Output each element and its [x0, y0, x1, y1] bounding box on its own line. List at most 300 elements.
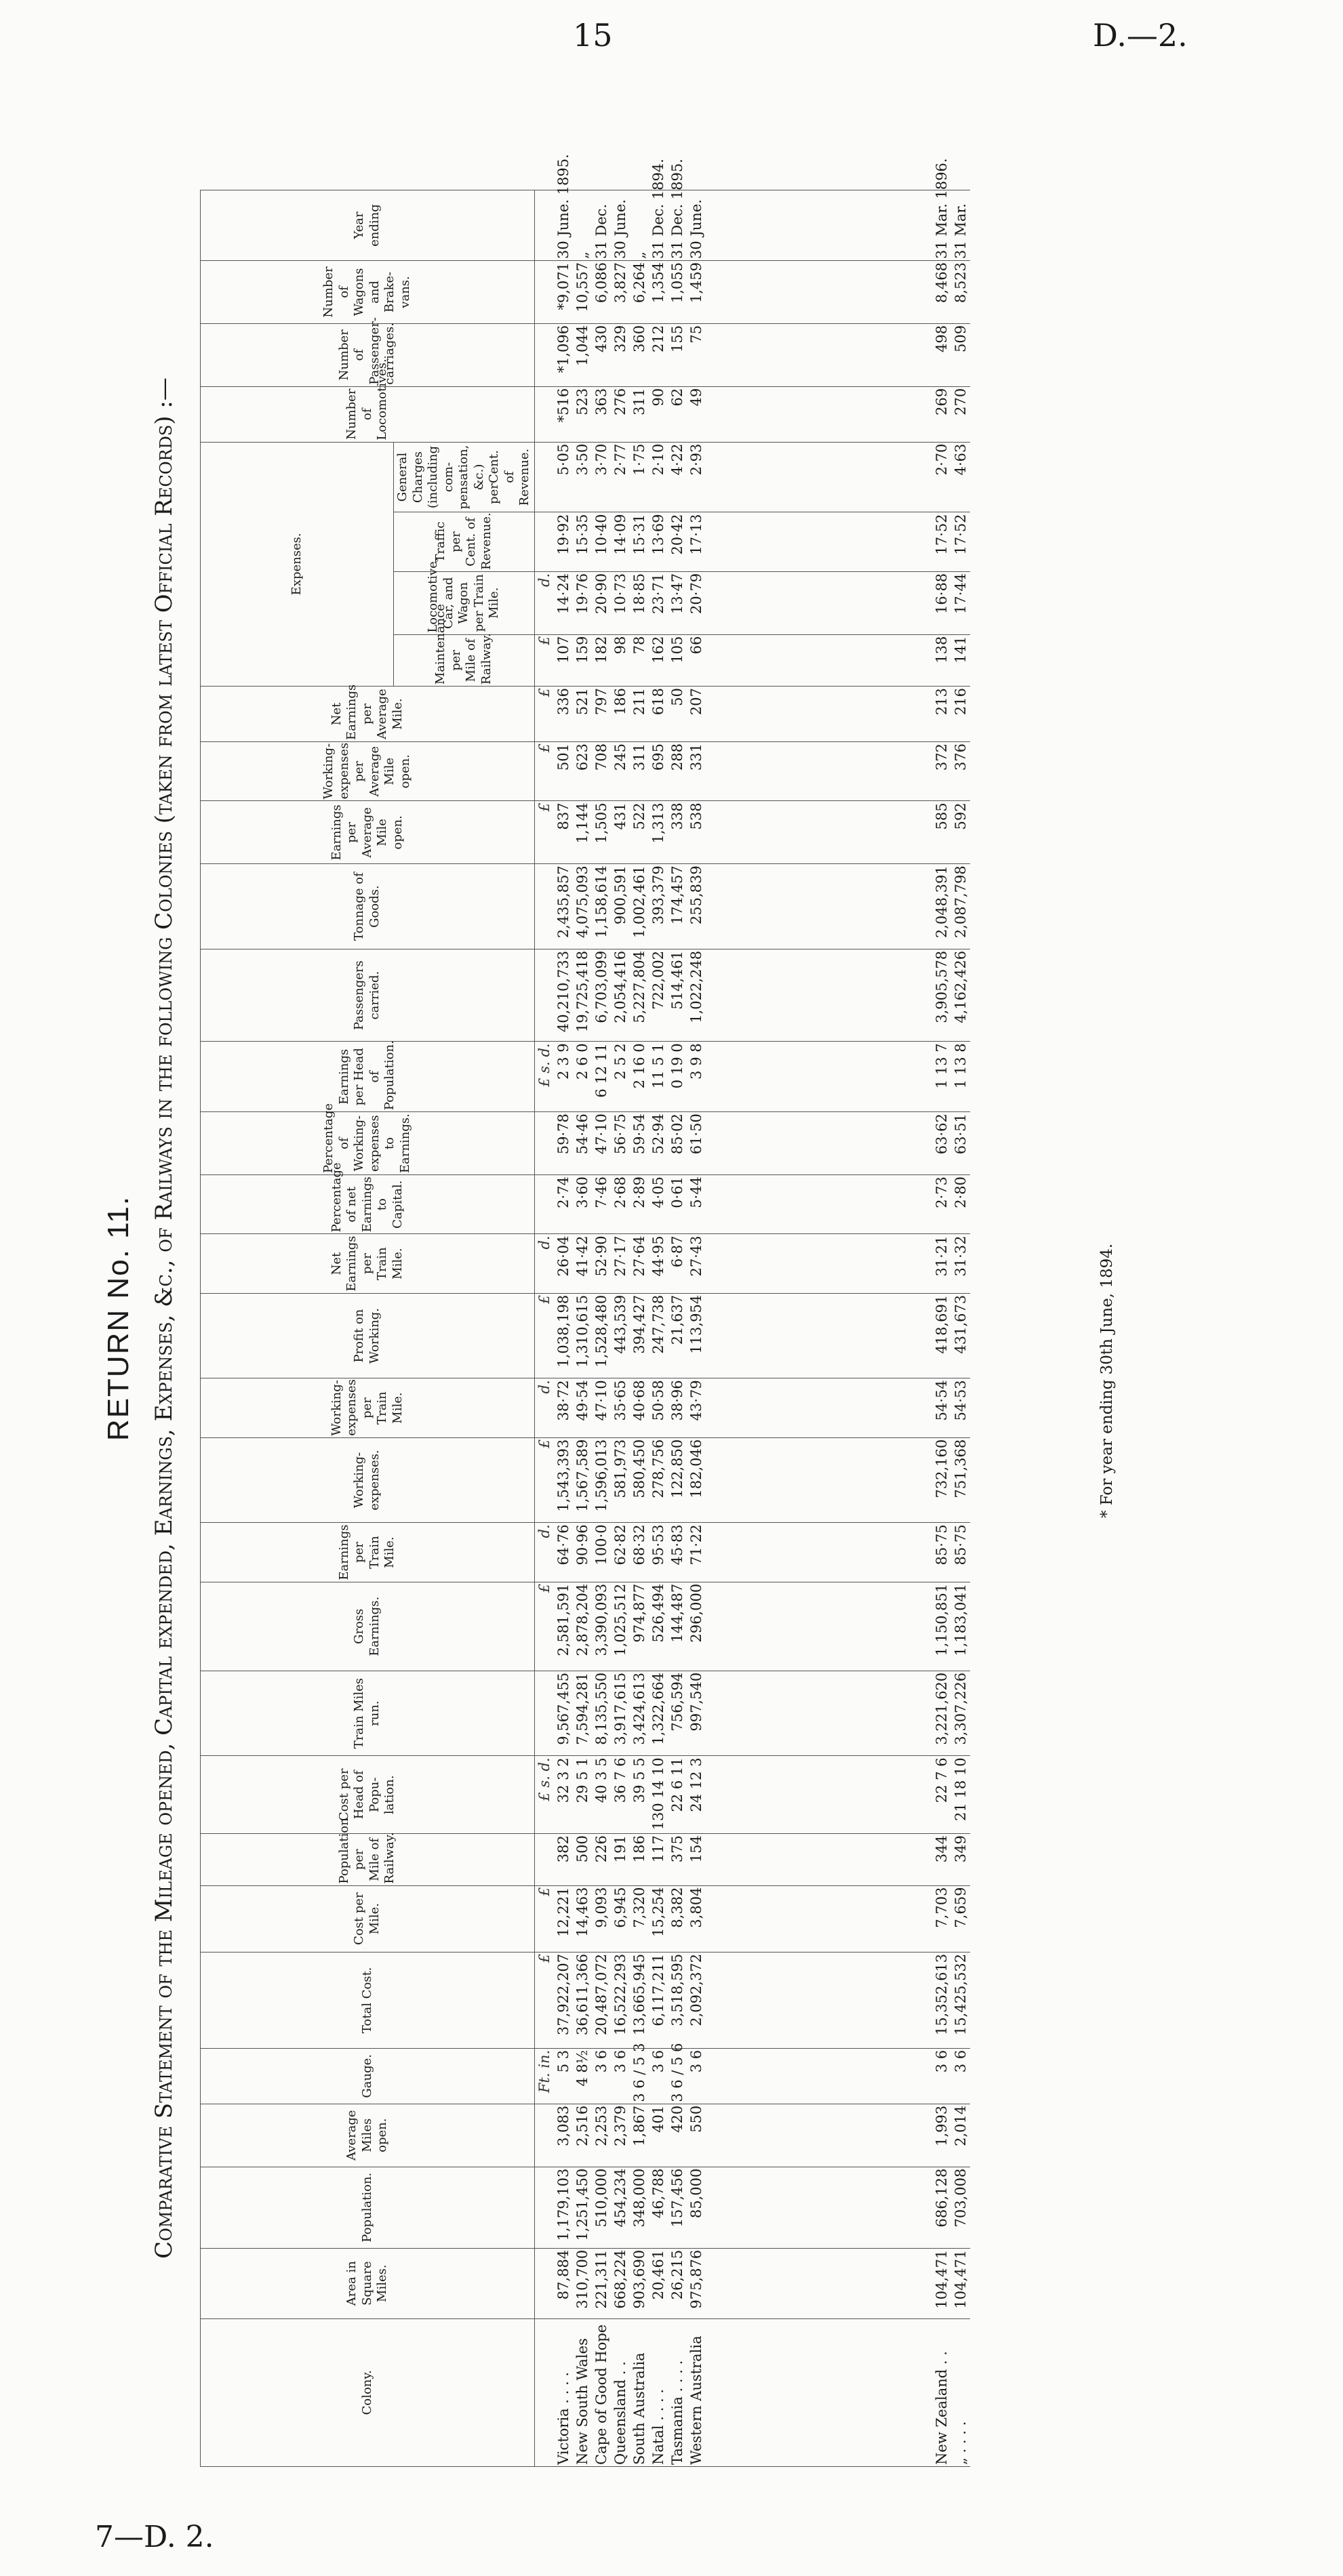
cell-area: 87,884: [554, 2248, 573, 2318]
header-locomotives: Number of Locomotives.: [201, 386, 535, 442]
cell-earnings-per-train-mile: 90·96: [573, 1523, 592, 1582]
cell-locomotives: 276: [611, 386, 630, 442]
spacer-cell: [706, 1175, 932, 1234]
cell-loco: 20·79: [687, 571, 706, 634]
cell-passenger-carriages: 430: [592, 323, 611, 386]
cell-pct-wexp-to-earnings: 63·51: [951, 1112, 970, 1175]
cell-cost-per-head: 22 6 11: [668, 1756, 687, 1834]
spacer-cell: [706, 1523, 932, 1582]
cell-pct-net-to-capital: 2·68: [611, 1175, 630, 1234]
cell-traffic: 17·52: [951, 512, 970, 571]
cell-passenger-carriages: 360: [630, 323, 649, 386]
cell-total-cost: 6,117,211: [649, 1952, 668, 2048]
unit-cell: [534, 261, 554, 324]
cell-profit: 394,427: [630, 1293, 649, 1378]
cell-loco: 14·24: [554, 571, 573, 634]
unit-cell: [534, 386, 554, 442]
unit-cell: £: [534, 801, 554, 864]
cell-net-per-mile: 186: [611, 687, 630, 742]
cell-wexp-per-train-mile: 38·96: [668, 1378, 687, 1437]
cell-pct-net-to-capital: 2·80: [951, 1175, 970, 1234]
cell-earnings-per-head: 2 5 2: [611, 1042, 630, 1112]
cell-pop-per-mile: 226: [592, 1834, 611, 1885]
unit-cell: [534, 2318, 554, 2466]
spacer-cell: [706, 2318, 932, 2466]
cell-locomotives: 270: [951, 386, 970, 442]
cell-loco: 17·44: [951, 571, 970, 634]
table-row: [668, 190, 687, 2467]
cell-wexp-per-train-mile: 49·54: [573, 1378, 592, 1437]
cell-pct-wexp-to-earnings: 59·54: [630, 1112, 649, 1175]
cell-working-expenses: 751,368: [951, 1437, 970, 1523]
cell-loco: 10·73: [611, 571, 630, 634]
cell-net-per-mile: 216: [951, 687, 970, 742]
cell-passengers: 3,905,578: [932, 949, 951, 1042]
cell-colony: New South Wales: [573, 2318, 592, 2466]
cell-wagons: 3,827: [611, 261, 630, 324]
header-gauge: Gauge.: [201, 2048, 535, 2104]
cell-year-ending: 30 June.: [687, 190, 706, 261]
header-locomotive-car-wagon: Locomotive, Car, and Wagon per Train Mile.: [394, 571, 535, 634]
cell-earn-per-mile: 1,144: [573, 801, 592, 864]
cell-earn-per-mile: 538: [687, 801, 706, 864]
cell-train-miles: 8,135,550: [592, 1671, 611, 1756]
cell-working-expenses: 122,850: [668, 1437, 687, 1523]
spacer-cell: [706, 1437, 932, 1523]
cell-gauge: 3 6: [951, 2048, 970, 2104]
cell-net-per-train-mile: 6·87: [668, 1234, 687, 1293]
cell-population: 85,000: [687, 2167, 706, 2248]
cell-net-per-train-mile: 27·64: [630, 1234, 649, 1293]
cell-pct-wexp-to-earnings: 56·75: [611, 1112, 630, 1175]
cell-traffic: 20·42: [668, 512, 687, 571]
cell-pop-per-mile: 349: [951, 1834, 970, 1885]
cell-total-cost: 15,425,532: [951, 1952, 970, 2048]
cell-pct-wexp-to-earnings: 63·62: [932, 1112, 951, 1175]
cell-earnings-per-head: 2 3 9: [554, 1042, 573, 1112]
spacer-cell: [706, 386, 932, 442]
cell-pct-wexp-to-earnings: 61·50: [687, 1112, 706, 1175]
cell-passengers: 6,703,099: [592, 949, 611, 1042]
spacer-cell: [706, 1756, 932, 1834]
units-row: [534, 190, 554, 2467]
table-row: [687, 190, 706, 2467]
cell-loco: 19·76: [573, 571, 592, 634]
cell-train-miles: 3,917,615: [611, 1671, 630, 1756]
spacer-cell: [706, 864, 932, 949]
cell-pct-net-to-capital: 2·74: [554, 1175, 573, 1234]
cell-wexp-per-mile: 501: [554, 742, 573, 801]
cell-profit: 1,310,615: [573, 1293, 592, 1378]
cell-earn-per-mile: 592: [951, 801, 970, 864]
cell-pop-per-mile: 375: [668, 1834, 687, 1885]
cell-net-per-mile: 207: [687, 687, 706, 742]
unit-cell: £ s. d.: [534, 1042, 554, 1112]
cell-tonnage: 2,048,391: [932, 864, 951, 949]
page-code: D.—2.: [1093, 17, 1188, 54]
cell-maintenance: 182: [592, 634, 611, 686]
cell-wexp-per-mile: 311: [630, 742, 649, 801]
cell-population: 686,128: [932, 2167, 951, 2248]
cell-working-expenses: 1,543,393: [554, 1437, 573, 1523]
cell-colony: South Australia: [630, 2318, 649, 2466]
cell-profit: 21,637: [668, 1293, 687, 1378]
cell-total-cost: 16,522,293: [611, 1952, 630, 2048]
header-working-expenses: Working- expenses.: [201, 1437, 535, 1523]
header-population: Population.: [201, 2167, 535, 2248]
cell-wexp-per-mile: 288: [668, 742, 687, 801]
unit-cell: £: [534, 742, 554, 801]
cell-cost-per-mile: 6,945: [611, 1885, 630, 1952]
cell-locomotives: 523: [573, 386, 592, 442]
header-total-cost: Total Cost.: [201, 1952, 535, 2048]
cell-cost-per-mile: 8,382: [668, 1885, 687, 1952]
spacer-cell: [706, 2104, 932, 2167]
cell-traffic: 13·69: [649, 512, 668, 571]
cell-miles-open: 1,993: [932, 2104, 951, 2167]
cell-earnings-per-train-mile: 68·32: [630, 1523, 649, 1582]
cell-year-ending: 30 June. 1895.: [554, 190, 573, 261]
railways-comparison-table: [200, 154, 970, 2467]
unit-cell: £: [534, 1952, 554, 2048]
cell-train-miles: 756,594: [668, 1671, 687, 1756]
cell-year-ending: 31 Dec. 1895.: [668, 190, 687, 261]
unit-cell: £ s. d.: [534, 1756, 554, 1834]
cell-wagons: 1,354: [649, 261, 668, 324]
cell-cost-per-head: 40 3 5: [592, 1756, 611, 1834]
spacer-cell: [706, 323, 932, 386]
header-area: Area in Square Miles.: [201, 2248, 535, 2318]
cell-cost-per-head: 22 7 6: [932, 1756, 951, 1834]
cell-earn-per-mile: 522: [630, 801, 649, 864]
cell-working-expenses: 580,450: [630, 1437, 649, 1523]
spacer-cell: [706, 442, 932, 512]
cell-total-cost: 15,352,613: [932, 1952, 951, 2048]
cell-population: 703,008: [951, 2167, 970, 2248]
cell-passenger-carriages: 75: [687, 323, 706, 386]
cell-net-per-train-mile: 27·17: [611, 1234, 630, 1293]
unit-cell: £: [534, 1885, 554, 1952]
cell-general: 3·50: [573, 442, 592, 512]
spacer-cell: [706, 687, 932, 742]
cell-net-per-train-mile: 31·32: [951, 1234, 970, 1293]
cell-working-expenses: 1,567,589: [573, 1437, 592, 1523]
cell-earnings-per-train-mile: 85·75: [932, 1523, 951, 1582]
cell-train-miles: 3,307,226: [951, 1671, 970, 1756]
spacer-cell: [706, 2167, 932, 2248]
cell-cost-per-head: 24 12 3: [687, 1756, 706, 1834]
cell-area: 903,690: [630, 2248, 649, 2318]
header-tonnage: Tonnage of Goods.: [201, 864, 535, 949]
cell-traffic: 10·40: [592, 512, 611, 571]
cell-pop-per-mile: 191: [611, 1834, 630, 1885]
cell-traffic: 17·52: [932, 512, 951, 571]
cell-tonnage: 4,075,093: [573, 864, 592, 949]
cell-train-miles: 997,540: [687, 1671, 706, 1756]
cell-population: 1,251,450: [573, 2167, 592, 2248]
unit-cell: [534, 323, 554, 386]
cell-maintenance: 78: [630, 634, 649, 686]
cell-wexp-per-train-mile: 38·72: [554, 1378, 573, 1437]
cell-maintenance: 105: [668, 634, 687, 686]
unit-cell: £: [534, 1582, 554, 1671]
cell-wagons: 6,264: [630, 261, 649, 324]
cell-population: 454,234: [611, 2167, 630, 2248]
cell-net-per-train-mile: 26·04: [554, 1234, 573, 1293]
footer-code: 7—D. 2.: [95, 2520, 214, 2554]
cell-profit: 431,673: [951, 1293, 970, 1378]
cell-passenger-carriages: 509: [951, 323, 970, 386]
unit-cell: [534, 2167, 554, 2248]
cell-colony: Natal . . . .: [649, 2318, 668, 2466]
cell-area: 668,224: [611, 2248, 630, 2318]
cell-cost-per-head: 21 18 10: [951, 1756, 970, 1834]
cell-cost-per-mile: 9,093: [592, 1885, 611, 1952]
header-cost-per-mile: Cost per Mile.: [201, 1885, 535, 1952]
unit-cell: Ft. in.: [534, 2048, 554, 2104]
cell-tonnage: 255,839: [687, 864, 706, 949]
spacer-cell: [706, 1952, 932, 2048]
cell-wexp-per-mile: 708: [592, 742, 611, 801]
cell-total-cost: 13,665,945: [630, 1952, 649, 2048]
cell-cost-per-mile: 15,254: [649, 1885, 668, 1952]
header-working-expenses-per-train-mile: Working-expenses per Train Mile.: [201, 1378, 535, 1437]
cell-colony: Cape of Good Hope: [592, 2318, 611, 2466]
cell-passengers: 4,162,426: [951, 949, 970, 1042]
cell-tonnage: 2,087,798: [951, 864, 970, 949]
cell-area: 20,461: [649, 2248, 668, 2318]
cell-pop-per-mile: 382: [554, 1834, 573, 1885]
unit-cell: £: [534, 1293, 554, 1378]
unit-cell: [534, 1175, 554, 1234]
header-net-per-mile: Net Earnings per Average Mile.: [201, 687, 535, 742]
table-row: [592, 190, 611, 2467]
cell-year-ending: „: [630, 190, 649, 261]
cell-earnings-per-head: 1 13 7: [932, 1042, 951, 1112]
cell-earnings-per-train-mile: 45·83: [668, 1523, 687, 1582]
cell-gauge: 4 8½: [573, 2048, 592, 2104]
cell-traffic: 15·35: [573, 512, 592, 571]
cell-tonnage: 2,435,857: [554, 864, 573, 949]
cell-miles-open: 1,867: [630, 2104, 649, 2167]
cell-earnings-per-head: 2 6 0: [573, 1042, 592, 1112]
spacer-cell: [706, 1112, 932, 1175]
spacer-cell: [706, 1378, 932, 1437]
cell-general: 1·75: [630, 442, 649, 512]
cell-year-ending: 31 Dec. 1894.: [649, 190, 668, 261]
cell-pct-net-to-capital: 4·05: [649, 1175, 668, 1234]
unit-cell: £: [534, 634, 554, 686]
cell-earnings-per-train-mile: 62·82: [611, 1523, 630, 1582]
cell-gross-earnings: 526,494: [649, 1582, 668, 1671]
cell-pop-per-mile: 344: [932, 1834, 951, 1885]
header-traffic: Traffic per Cent. of Revenue.: [394, 512, 535, 571]
footnote: * For year ending 30th June, 1894.: [1098, 1243, 1116, 1518]
cell-traffic: 19·92: [554, 512, 573, 571]
unit-cell: £: [534, 687, 554, 742]
cell-general: 2·10: [649, 442, 668, 512]
cell-area: 975,876: [687, 2248, 706, 2318]
cell-passengers: 722,002: [649, 949, 668, 1042]
cell-earnings-per-head: 1 13 8: [951, 1042, 970, 1112]
header-cost-per-head: Cost per Head of Popu- lation.: [201, 1756, 535, 1834]
cell-maintenance: 98: [611, 634, 630, 686]
statement-title: Comparative Statement of the Mileage opened, Capital expended, Earnings, Expenses, &c., of Railways in the following Colonies (taken from latest Official Records) :—: [151, 377, 178, 2259]
cell-area: 104,471: [932, 2248, 951, 2318]
cell-earnings-per-head: 0 19 0: [668, 1042, 687, 1112]
cell-profit: 443,539: [611, 1293, 630, 1378]
spacer-cell: [706, 634, 932, 686]
cell-cost-per-mile: 7,320: [630, 1885, 649, 1952]
cell-cost-per-head: 32 3 2: [554, 1756, 573, 1834]
cell-general: 2·77: [611, 442, 630, 512]
spacer-cell: [706, 1582, 932, 1671]
cell-wexp-per-mile: 695: [649, 742, 668, 801]
cell-wexp-per-mile: 245: [611, 742, 630, 801]
cell-wexp-per-train-mile: 43·79: [687, 1378, 706, 1437]
cell-earnings-per-head: 3 9 8: [687, 1042, 706, 1112]
cell-loco: 23·71: [649, 571, 668, 634]
cell-area: 26,215: [668, 2248, 687, 2318]
cell-working-expenses: 732,160: [932, 1437, 951, 1523]
cell-loco: 13·47: [668, 571, 687, 634]
cell-locomotives: *516: [554, 386, 573, 442]
cell-maintenance: 141: [951, 634, 970, 686]
header-wagons: Number of Wagons and Brake-vans.: [201, 261, 535, 324]
cell-gauge: 5 3: [554, 2048, 573, 2104]
cell-wexp-per-train-mile: 47·10: [592, 1378, 611, 1437]
cell-miles-open: 2,253: [592, 2104, 611, 2167]
cell-miles-open: 420: [668, 2104, 687, 2167]
cell-year-ending: 30 June.: [611, 190, 630, 261]
cell-tonnage: 393,379: [649, 864, 668, 949]
cell-earnings-per-train-mile: 71·22: [687, 1523, 706, 1582]
cell-year-ending: 31 Mar. 1896.: [932, 190, 951, 261]
unit-cell: [534, 949, 554, 1042]
cell-pct-net-to-capital: 3·60: [573, 1175, 592, 1234]
cell-working-expenses: 182,046: [687, 1437, 706, 1523]
cell-net-per-train-mile: 31·21: [932, 1234, 951, 1293]
cell-tonnage: 1,002,461: [630, 864, 649, 949]
cell-wexp-per-mile: 376: [951, 742, 970, 801]
unit-cell: [534, 190, 554, 261]
header-earnings-per-head: Earnings per Head of Population.: [201, 1042, 535, 1112]
header-profit: Profit on Working.: [201, 1293, 535, 1378]
header-maintenance: Maintenance per Mile of Railway.: [394, 634, 535, 686]
unit-cell: [534, 2104, 554, 2167]
cell-passenger-carriages: 329: [611, 323, 630, 386]
cell-maintenance: 138: [932, 634, 951, 686]
cell-year-ending: „: [573, 190, 592, 261]
cell-locomotives: 269: [932, 386, 951, 442]
header-passenger-carriages: Number of Passenger- carriages.: [201, 323, 535, 386]
rotated-page-content: [102, 115, 1186, 2521]
cell-gauge: 3 6: [932, 2048, 951, 2104]
cell-colony: New Zealand . .: [932, 2318, 951, 2466]
cell-wagons: *9,071: [554, 261, 573, 324]
cell-wexp-per-train-mile: 35·65: [611, 1378, 630, 1437]
cell-pct-wexp-to-earnings: 52·94: [649, 1112, 668, 1175]
unit-cell: [534, 2248, 554, 2318]
cell-colony: Queensland . .: [611, 2318, 630, 2466]
cell-total-cost: 20,487,072: [592, 1952, 611, 2048]
cell-general: 5·05: [554, 442, 573, 512]
unit-cell: d.: [534, 1234, 554, 1293]
header-pct-working-expenses: Percentage of Working-expenses to Earnings.: [201, 1112, 535, 1175]
cell-pct-wexp-to-earnings: 59·78: [554, 1112, 573, 1175]
cell-gross-earnings: 2,878,204: [573, 1582, 592, 1671]
spacer-cell: [706, 949, 932, 1042]
cell-net-per-mile: 211: [630, 687, 649, 742]
cell-population: 510,000: [592, 2167, 611, 2248]
header-year-ending: Year ending: [201, 190, 535, 261]
cell-earn-per-mile: 837: [554, 801, 573, 864]
cell-miles-open: 2,014: [951, 2104, 970, 2167]
cell-miles-open: 401: [649, 2104, 668, 2167]
spacer-cell: [706, 801, 932, 864]
cell-wexp-per-mile: 372: [932, 742, 951, 801]
cell-passengers: 514,461: [668, 949, 687, 1042]
cell-total-cost: 2,092,372: [687, 1952, 706, 2048]
spacer-cell: [706, 2248, 932, 2318]
cell-pct-wexp-to-earnings: 54·46: [573, 1112, 592, 1175]
cell-train-miles: 1,322,664: [649, 1671, 668, 1756]
cell-gauge: 3 6: [611, 2048, 630, 2104]
cell-pop-per-mile: 500: [573, 1834, 592, 1885]
cell-passengers: 40,210,733: [554, 949, 573, 1042]
cell-net-per-mile: 797: [592, 687, 611, 742]
unit-cell: [534, 1671, 554, 1756]
cell-locomotives: 62: [668, 386, 687, 442]
header-colony: Colony.: [201, 2318, 535, 2466]
cell-passenger-carriages: 155: [668, 323, 687, 386]
cell-pct-wexp-to-earnings: 85·02: [668, 1112, 687, 1175]
cell-pct-wexp-to-earnings: 47·10: [592, 1112, 611, 1175]
cell-gauge: 3 6 / 5 3: [630, 2048, 649, 2104]
cell-locomotives: 90: [649, 386, 668, 442]
cell-maintenance: 159: [573, 634, 592, 686]
unit-cell: [534, 1834, 554, 1885]
cell-area: 310,700: [573, 2248, 592, 2318]
cell-wexp-per-train-mile: 54·53: [951, 1378, 970, 1437]
unit-cell: [534, 1112, 554, 1175]
cell-passengers: 2,054,416: [611, 949, 630, 1042]
cell-cost-per-head: 130 14 10: [649, 1756, 668, 1834]
header-earnings-per-mile-open: Earnings per Average Mile open.: [201, 801, 535, 864]
cell-net-per-mile: 213: [932, 687, 951, 742]
cell-earnings-per-train-mile: 85·75: [951, 1523, 970, 1582]
cell-net-per-mile: 521: [573, 687, 592, 742]
cell-wagons: 6,086: [592, 261, 611, 324]
cell-wexp-per-train-mile: 50·58: [649, 1378, 668, 1437]
cell-gross-earnings: 1,025,512: [611, 1582, 630, 1671]
cell-total-cost: 36,611,366: [573, 1952, 592, 2048]
cell-wexp-per-mile: 331: [687, 742, 706, 801]
cell-maintenance: 66: [687, 634, 706, 686]
cell-gauge: 3 6 / 5 6: [668, 2048, 687, 2104]
cell-net-per-mile: 618: [649, 687, 668, 742]
spacer-cell: [706, 1885, 932, 1952]
cell-working-expenses: 278,756: [649, 1437, 668, 1523]
cell-cost-per-head: 36 7 6: [611, 1756, 630, 1834]
cell-earnings-per-train-mile: 95·53: [649, 1523, 668, 1582]
spacer-cell: [706, 190, 932, 261]
cell-pct-net-to-capital: 2·89: [630, 1175, 649, 1234]
cell-profit: 418,691: [932, 1293, 951, 1378]
spacer-cell: [706, 1834, 932, 1885]
table-row: [932, 190, 951, 2467]
cell-loco: 18·85: [630, 571, 649, 634]
